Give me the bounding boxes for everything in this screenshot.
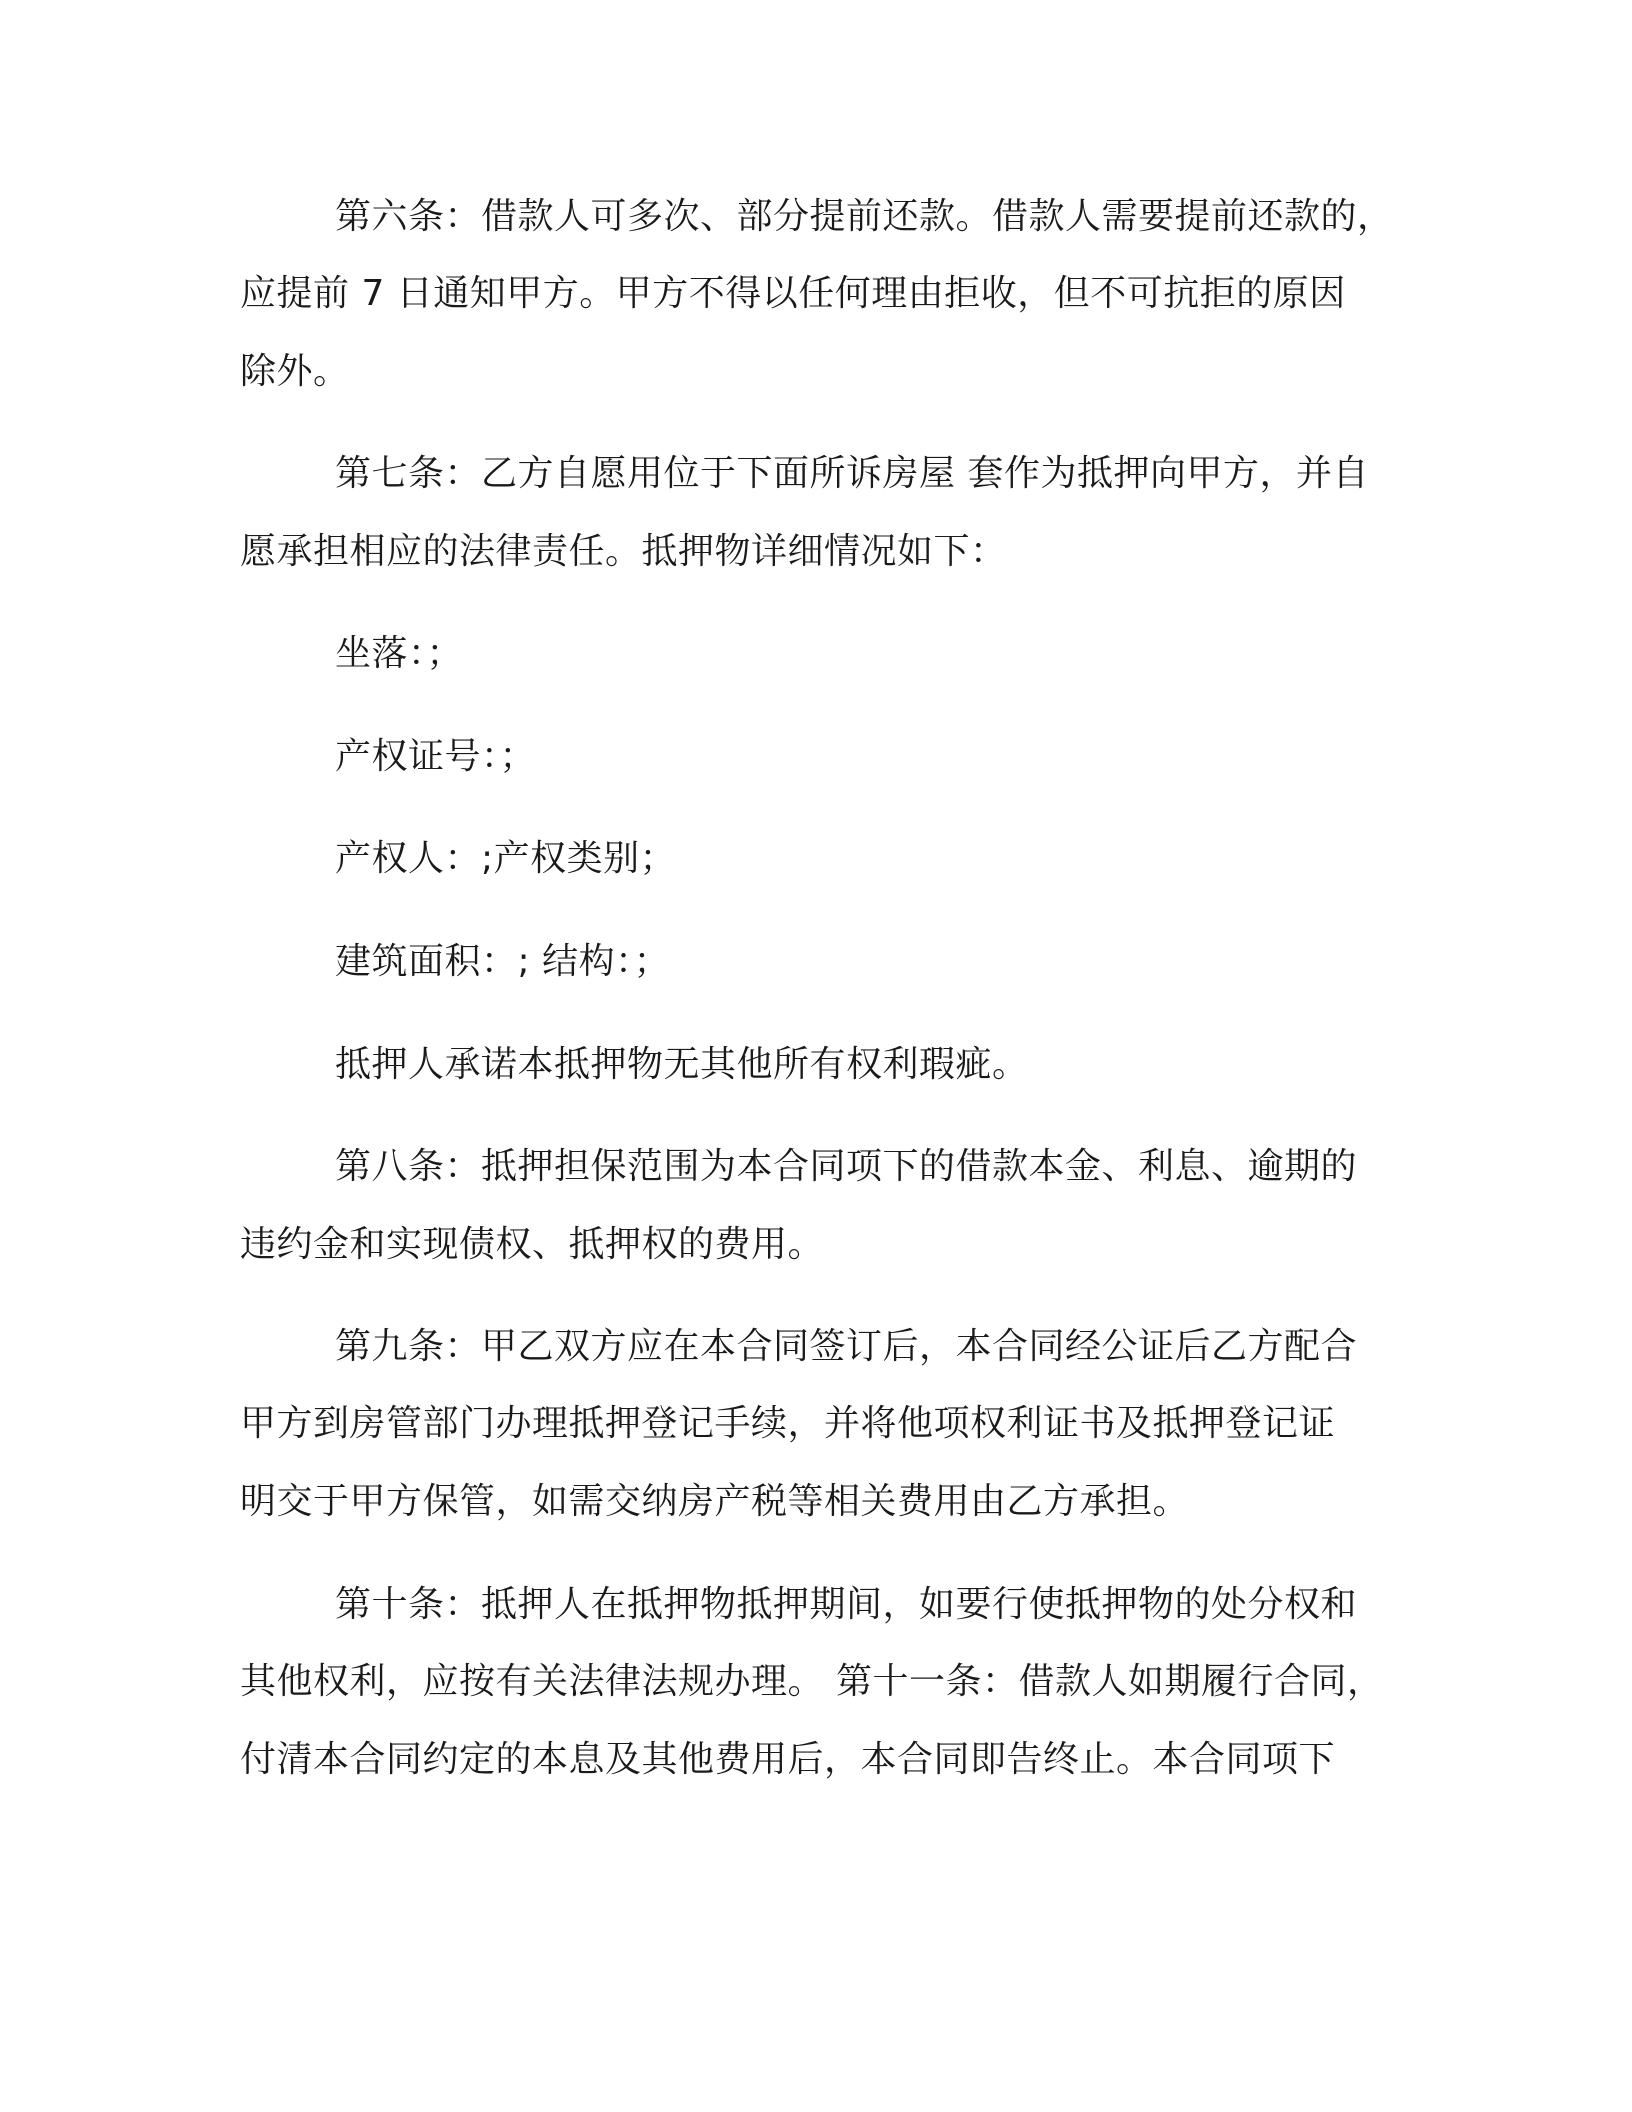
article-7-line-2: 愿承担相应的法律责任。抵押物详细情况如下：	[240, 531, 1007, 572]
article-8-line-2: 违约金和实现债权、抵押权的费用。	[240, 1224, 825, 1265]
article-10-line-2: 其他权利，应按有关法律法规办理。 第十一条：借款人如期履行合同，	[240, 1661, 1384, 1702]
article-11-line-1: 付清本合同约定的本息及其他费用后，本合同即告终止。本合同项下	[240, 1739, 1336, 1780]
article-10-line-1: 第十条：抵押人在抵押物抵押期间，如要行使抵押物的处分权和	[335, 1584, 1358, 1625]
building-area-field: 建筑面积：; 结构：；	[335, 941, 671, 982]
mortgagor-pledge: 抵押人承诺本抵押物无其他所有权利瑕疵。	[335, 1044, 1029, 1085]
property-certificate-field: 产权证号：；	[335, 736, 537, 777]
article-7-line-1: 第七条：乙方自愿用位于下面所诉房屋 套作为抵押向甲方，并自	[335, 453, 1369, 494]
article-8-line-1: 第八条：抵押担保范围为本合同项下的借款本金、利息、逾期的	[335, 1146, 1358, 1187]
article-6-line-1: 第六条：借款人可多次、部分提前还款。借款人需要提前还款的，	[335, 196, 1394, 237]
article-9-line-1: 第九条：甲乙双方应在本合同签订后，本合同经公证后乙方配合	[335, 1326, 1358, 1367]
article-6-line-2: 应提前 7 日通知甲方。甲方不得以任何理由拒收，但不可抗拒的原因	[240, 273, 1346, 314]
article-9-line-3: 明交于甲方保管，如需交纳房产税等相关费用由乙方承担。	[240, 1481, 1190, 1522]
location-field: 坐落：；	[335, 633, 464, 674]
article-6-line-3: 除外。	[240, 351, 350, 392]
article-9-line-2: 甲方到房管部门办理抵押登记手续，并将他项权利证书及抵押登记证	[240, 1403, 1336, 1444]
owner-field: 产权人：;产权类别；	[335, 838, 677, 879]
